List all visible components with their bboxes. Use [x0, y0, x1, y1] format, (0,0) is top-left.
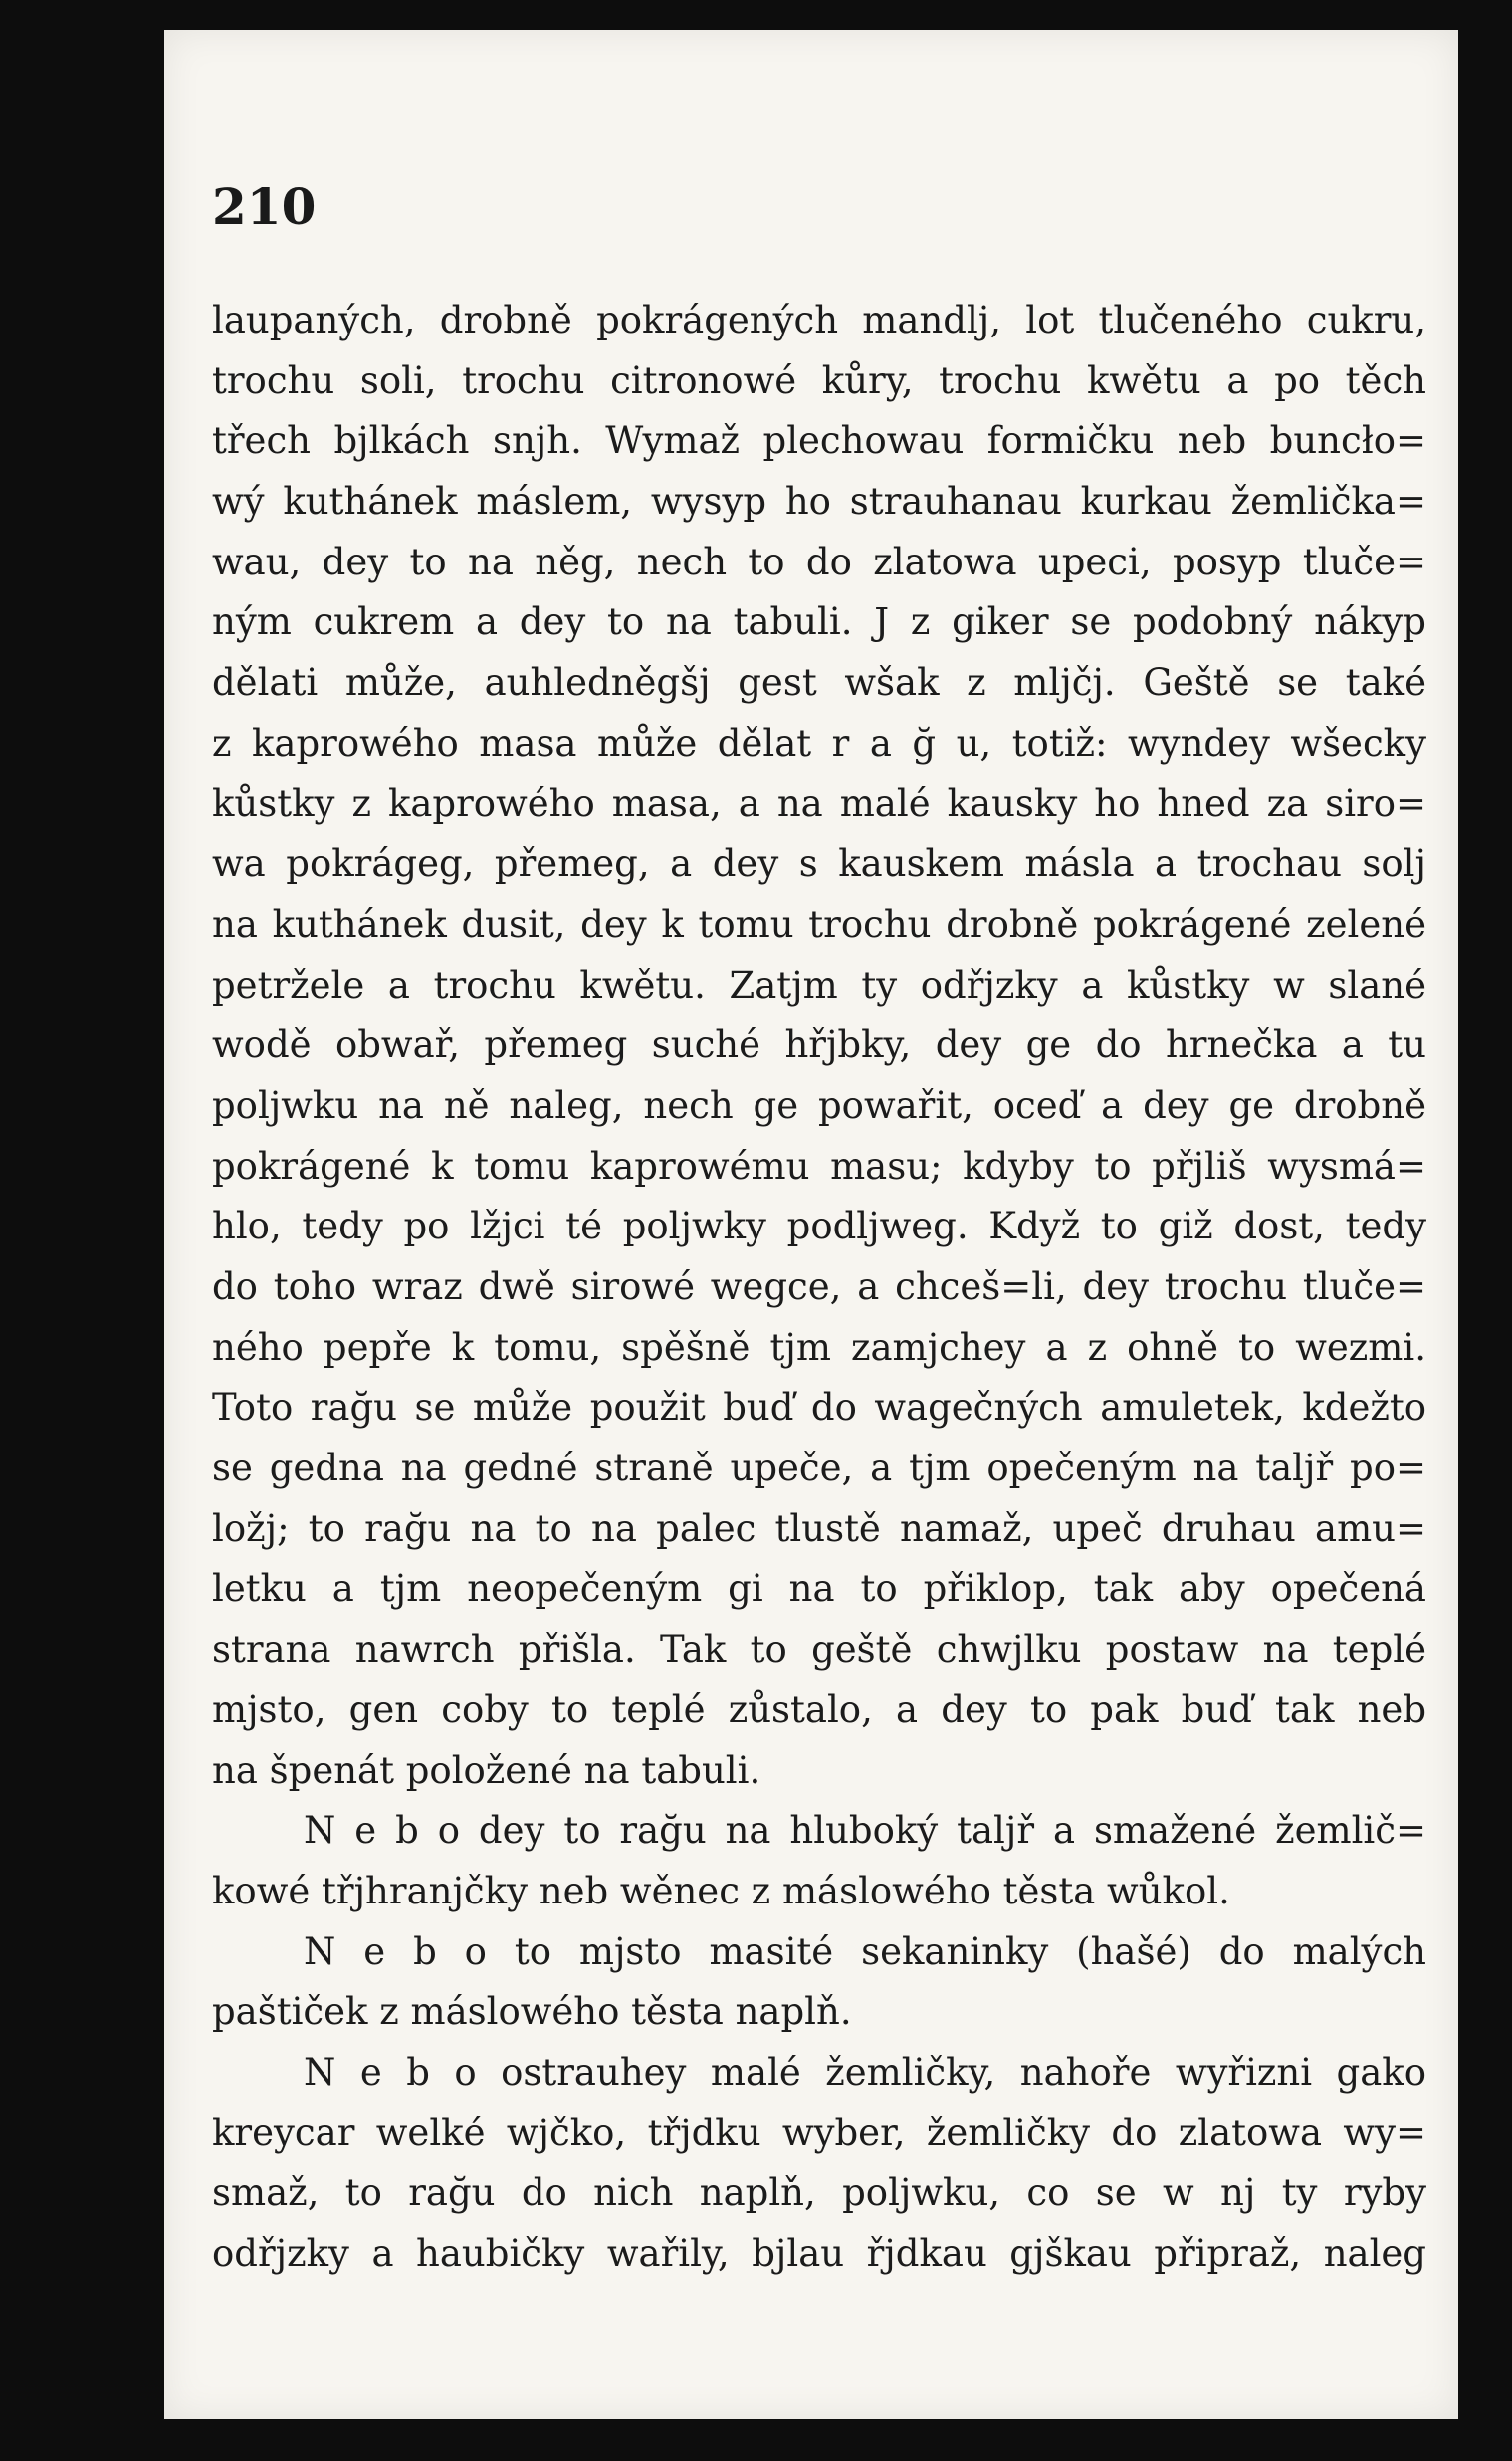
- text-line: dělati může, auhledněgšj gest wšak z mljčj. Geště se také: [212, 661, 1426, 705]
- text-line: laupaných, drobně pokrágených mandlj, lot tlučeného cukru,: [212, 299, 1426, 341]
- text-line: N e b o dey to rağu na hluboký talјř a smažené žemlič=: [304, 1809, 1426, 1853]
- text-line: smaž, to rağu do nich naplň, poljwku, co se w nj ty ryby: [212, 2171, 1426, 2215]
- text-line: petržele a trochu kwětu. Zatjm ty odřjzky a kůstky w slané: [212, 963, 1426, 1007]
- text-line: poljwku na ně naleg, nech ge powařit, oceď a dey ge drobně: [212, 1083, 1426, 1127]
- text-line: ného pepře k tomu, spěšně tjm zamjchey a z ohně to wezmi.: [212, 1325, 1426, 1369]
- text-line: kůstky z kaprowého masa, a na malé kausky ho hned za siro=: [212, 782, 1426, 825]
- text-line: kowé třjhranjčky neb wěnec z máslowého těsta wůkol.: [212, 1869, 1230, 1912]
- page-number: 210: [212, 177, 317, 236]
- text-line: pokrágené k tomu kaprowému masu; kdyby to přjliš wysmá=: [212, 1144, 1426, 1188]
- text-line: ným cukrem a dey to na tabuli. J z giker se podobný nákyp: [212, 600, 1426, 644]
- text-line: se gedna na gedné straně upeče, a tjm opečeným na taljř po=: [212, 1447, 1426, 1490]
- book-page: [164, 30, 1458, 2419]
- text-line: wa pokrágeg, přemeg, a dey s kauskem másla a trochau solj: [212, 842, 1426, 886]
- text-line: N e b o ostrauhey malé žemličky, nahoře wyřizni gako: [304, 2050, 1426, 2094]
- text-line: wodě obwař, přemeg suché hřjbky, dey ge do hrnečka a tu: [212, 1023, 1426, 1067]
- text-line: do toho wraz dwě sirowé wegce, a chceš=li, dey trochu tluče=: [212, 1265, 1426, 1308]
- text-line: paštiček z máslowého těsta naplň.: [212, 1990, 852, 2034]
- text-line: kreycar welké wjčko, třjdku wyber, žemličky do zlatowa wy=: [212, 2111, 1426, 2154]
- text-line: strana nawrch přišla. Tak to geště chwjlku postaw na teplé: [212, 1628, 1426, 1672]
- text-line: N e b o to mjsto masité sekaninky (hašé) do malých: [304, 1929, 1426, 1973]
- text-line: ložj; to rağu na to na palec tlustě namaž, upeč druhau amu=: [212, 1506, 1426, 1550]
- text-line: wau, dey to na něg, nech to do zlatowa upeci, posyp tluče=: [212, 540, 1426, 583]
- body-text: [212, 291, 1426, 2285]
- text-line: na špenát položené na tabuli.: [212, 1748, 761, 1792]
- text-line: wý kuthánek máslem, wysyp ho strauhanau kurkau žemlička=: [212, 480, 1426, 524]
- text-line: trochu soli, trochu citronowé kůry, trochu kwětu a po těch: [212, 358, 1426, 402]
- text-line: hlo, tedy po lžjci té poljwky podljweg. Když to giž dost, tedy: [212, 1205, 1426, 1248]
- text-line: letku a tjm neopečeným gi na to přiklop, tak aby opečená: [212, 1567, 1426, 1611]
- text-line: na kuthánek dusit, dey k tomu trochu drobně pokrágené zelené: [212, 902, 1426, 946]
- text-line: z kaprowého masa může dělat r a ğ u, totiž: wyndey wšecky: [212, 721, 1426, 765]
- text-line: mjsto, gen coby to teplé zůstalo, a dey to pak buď tak neb: [212, 1687, 1426, 1731]
- text-line: Toto rağu se může použit buď do wagečných amuletek, kdežto: [212, 1386, 1426, 1430]
- text-line: třech bjlkách snjh. Wymaž plechowau formičku neb buncło=: [212, 419, 1426, 463]
- text-line: odřjzky a haubičky wařily, bjlau řjdkau gjškau připraž, naleg: [212, 2232, 1426, 2275]
